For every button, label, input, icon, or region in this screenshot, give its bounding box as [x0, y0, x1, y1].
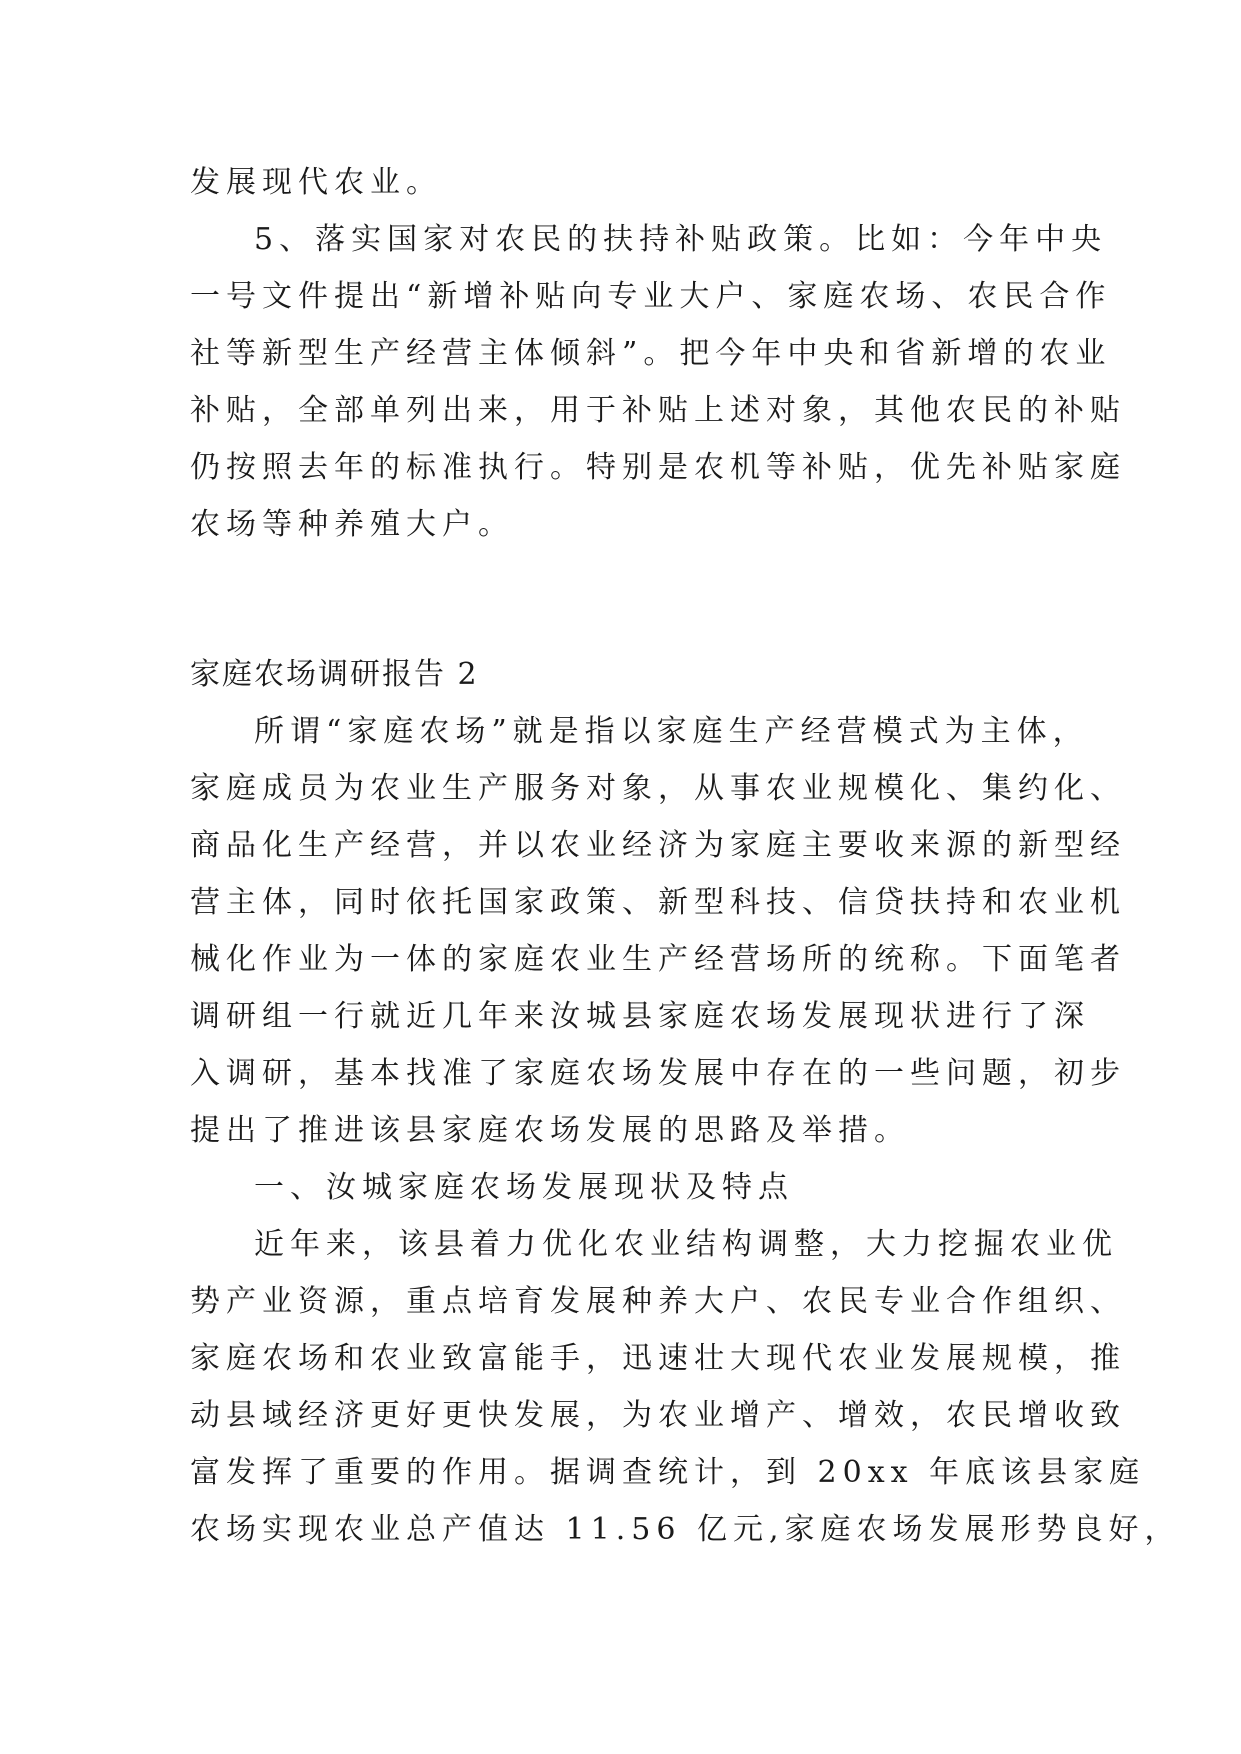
paragraph-line: 发展现代农业。	[190, 165, 442, 200]
section-1	[190, 154, 1126, 553]
paragraph-line: 所谓“家庭农场”就是指以家庭生产经营模式为主体，	[254, 714, 1089, 749]
paragraph-line: 械化作业为一体的家庭农业生产经营场所的统称。下面笔者	[190, 942, 1126, 977]
section-title: 家庭农场调研报告 2	[190, 657, 479, 692]
section-gap	[190, 553, 1070, 646]
paragraph-line: 仍按照去年的标准执行。特别是农机等补贴，优先补贴家庭	[190, 450, 1126, 485]
paragraph-line: 商品化生产经营，并以农业经济为家庭主要收来源的新型经	[190, 828, 1126, 863]
paragraph-line: 入调研，基本找准了家庭农场发展中存在的一些问题，初步	[190, 1056, 1126, 1091]
paragraph-line: 富发挥了重要的作用。据调查统计，到 20xx 年底该县家庭	[190, 1455, 1146, 1490]
subsection-heading: 一、汝城家庭农场发展现状及特点	[254, 1170, 794, 1205]
section-2	[190, 646, 1181, 1558]
paragraph-line: 5、落实国家对农民的扶持补贴政策。比如：今年中央	[254, 222, 1108, 257]
paragraph-line: 农场等种养殖大户。	[190, 507, 514, 542]
paragraph-line: 家庭成员为农业生产服务对象，从事农业规模化、集约化、	[190, 771, 1126, 806]
paragraph-line: 提出了推进该县家庭农场发展的思路及举措。	[190, 1113, 910, 1148]
paragraph-line: 动县域经济更好更快发展，为农业增产、增效，农民增收致	[190, 1398, 1126, 1433]
document-body	[190, 154, 1181, 1558]
paragraph-line: 社等新型生产经营主体倾斜”。把今年中央和省新增的农业	[190, 336, 1112, 371]
paragraph-line: 势产业资源，重点培育发展种养大户、农民专业合作组织、	[190, 1284, 1126, 1319]
paragraph-line: 调研组一行就近几年来汝城县家庭农场发展现状进行了深	[190, 999, 1090, 1034]
paragraph-line: 家庭农场和农业致富能手，迅速壮大现代农业发展规模，推	[190, 1341, 1126, 1376]
paragraph-line: 近年来，该县着力优化农业结构调整，大力挖掘农业优	[254, 1227, 1118, 1262]
paragraph-line: 补贴，全部单列出来，用于补贴上述对象，其他农民的补贴	[190, 393, 1126, 428]
paragraph-line: 一号文件提出“新增补贴向专业大户、家庭农场、农民合作	[190, 279, 1112, 314]
paragraph-line: 农场实现农业总产值达 11.56 亿元,家庭农场发展形势良好，	[190, 1512, 1181, 1547]
paragraph-line: 营主体，同时依托国家政策、新型科技、信贷扶持和农业机	[190, 885, 1126, 920]
